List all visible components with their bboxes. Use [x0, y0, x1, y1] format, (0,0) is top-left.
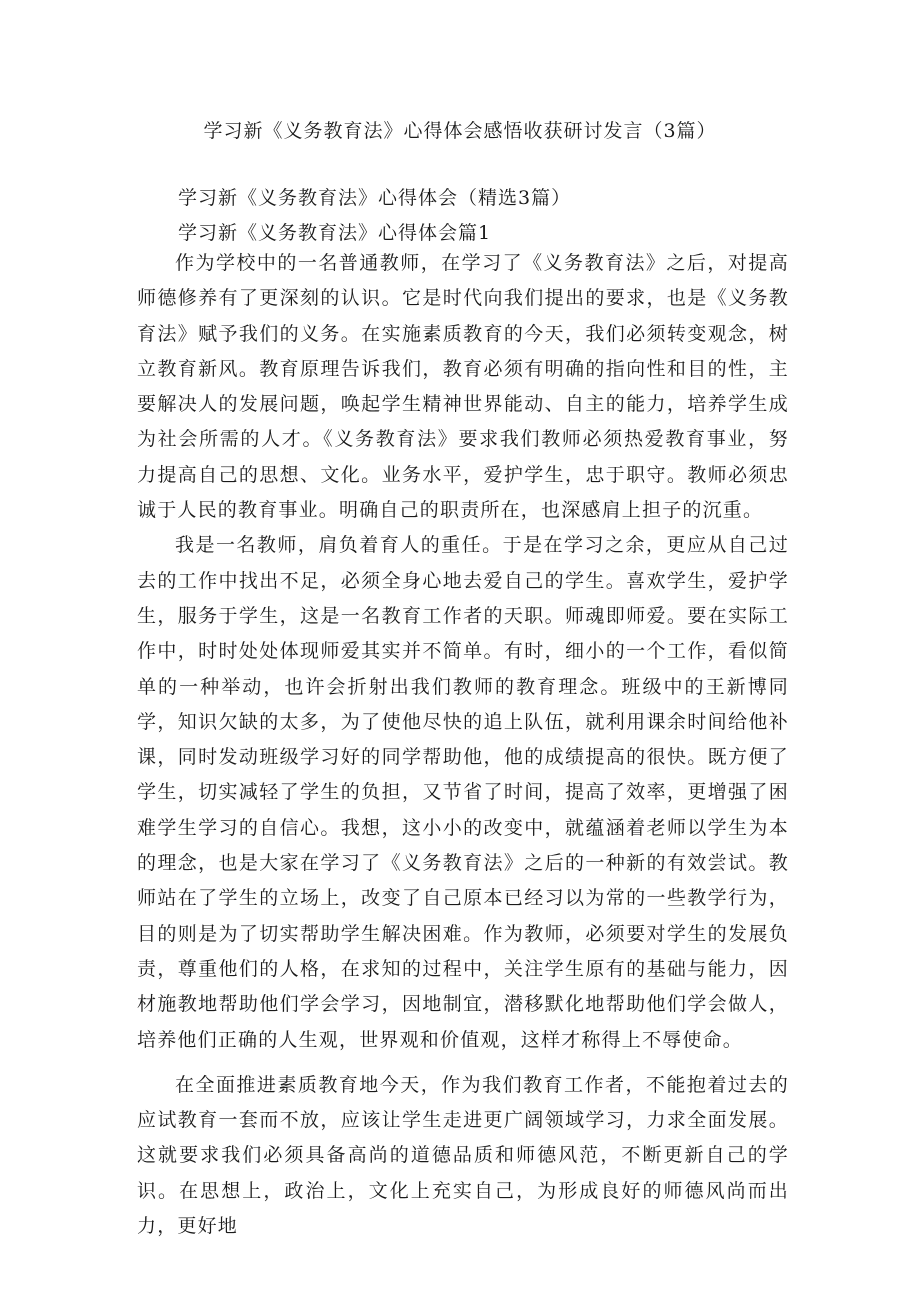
paragraph-3: 在全面推进素质教育地今天，作为我们教育工作者，不能抱着过去的应试教育一套而不放，应该让学生走进更广阔领域学习，力求全面发展。这就要求我们必须具备高尚的道德品质和师德风范，不断更新自己的学识。在思想上，政治上，文化上充实自己，为形成良好的师德风尚而出力，更好地: [137, 1073, 789, 1238]
document-title: 学习新《义务教育法》心得体会感悟收获研讨发言（3篇）: [203, 120, 717, 142]
paragraph-1: 作为学校中的一名普通教师，在学习了《义务教育法》之后，对提高师德修养有了更深刻的认识。它是时代向我们提出的要求，也是《义务教育法》赋予我们的义务。在实施素质教育的今天，我们必须转变观念，树立教育新风。教育原理告诉我们，教育必须有明确的指向性和目的性，主要解决人的发展问题，唤起学生精神世界能动、自主的能力，培养学生成为社会所需的人才。《义务教育法》要求我们教师必须热爱教育事业，努力提高自己的思想、文化。业务水平，爱护学生，忠于职守。教师必须忠诚于人民的教育事业。明确自己的职责所在，也深感肩上担子的沉重。: [137, 252, 789, 522]
document-body: [137, 246, 789, 1244]
paragraph-2: 我是一名教师，肩负着育人的重任。于是在学习之余，更应从自己过去的工作中找出不足，必须全身心地去爱自己的学生。喜欢学生，爱护学生，服务于学生，这是一名教育工作者的天职。师魂即师爱。要在实际工作中，时时处处体现师爱其实并不简单。有时，细小的一个工作，看似简单的一种举动，也许会折射出我们教师的教育理念。班级中的王新博同学，知识欠缺的太多，为了使他尽快的追上队伍，就利用课余时间给他补课，同时发动班级学习好的同学帮助他，他的成绩提高的很快。既方便了学生，切实减轻了学生的负担，又节省了时间，提高了效率，更增强了困难学生学习的自信心。我想，这小小的改变中，就蕴涵着老师以学生为本的理念，也是大家在学习了《义务教育法》之后的一种新的有效尝试。教师站在了学生的立场上，改变了自己原本已经习以为常的一些教学行为，目的则是为了切实帮助学生解决困难。作为教师，必须要对学生的发展负责，尊重他们的人格，在求知的过程中，关注学生原有的基础与能力，因材施教地帮助他们学会学习，因地制宜，潜移默化地帮助他们学会做人，培养他们正确的人生观，世界观和价值观，这样才称得上不辱使命。: [137, 534, 789, 1051]
paragraph-gap: [137, 1058, 789, 1068]
document-subtitle: 学习新《义务教育法》心得体会（精选3篇）: [178, 187, 572, 209]
section-heading: 学习新《义务教育法》心得体会篇1: [178, 222, 492, 244]
